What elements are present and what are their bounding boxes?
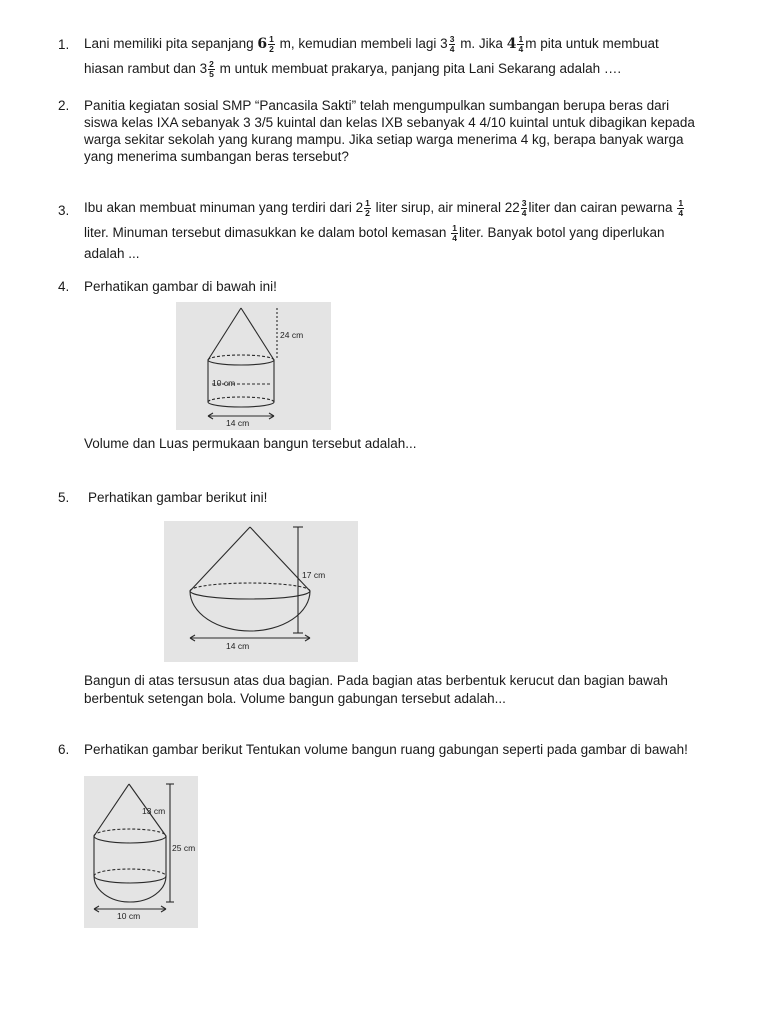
- question-text: Lani memiliki pita sepanjang: [84, 36, 254, 52]
- question-text: liter sirup, air mineral 22: [375, 200, 520, 216]
- question-3-line-1: [84, 199, 685, 218]
- fraction: $\frac{1}{2}$: [269, 34, 274, 54]
- question-text: warga sekitar sekolah yang kurang mampu. Jika setiap warga menerima 4 kg, berapa banyak warga: [84, 132, 684, 147]
- question-number: 2.: [58, 98, 70, 113]
- fraction: $\frac{3}{4}$: [521, 198, 527, 218]
- fraction: $\frac{1}{2}$: [365, 198, 370, 218]
- figure-cone-on-cylinder: [176, 302, 331, 430]
- question-text: Ibu akan membuat minuman yang terdiri dari 2: [84, 200, 364, 216]
- question-text: m. Jika: [460, 36, 503, 52]
- question-text: m, kemudian membeli lagi 3: [279, 36, 448, 52]
- question-text: Perhatikan gambar berikut Tentukan volume bangun ruang gabungan seperti pada gambar di bawah!: [84, 742, 688, 757]
- fraction: $\frac{1}{4}$: [678, 198, 684, 218]
- height-label: 25 cm: [172, 843, 196, 853]
- question-text: Volume dan Luas permukaan bangun tersebut adalah...: [84, 436, 417, 451]
- question-text: berbentuk setengan bola. Volume bangun gabungan tersebut adalah...: [84, 691, 506, 706]
- question-number: 3.: [58, 203, 70, 218]
- height-label: 17 cm: [302, 570, 326, 580]
- question-text: liter dan cairan pewarna: [528, 200, 673, 216]
- question-number: 5.: [58, 490, 70, 505]
- fraction: $\frac{1}{4}$: [452, 223, 457, 243]
- question-text: adalah ...: [84, 246, 140, 261]
- question-number: 1.: [58, 37, 70, 52]
- slant-label: 13 cm: [142, 806, 166, 816]
- figure-cone-cylinder-hemisphere: [84, 776, 198, 928]
- fraction: $\frac{1}{4}$: [518, 34, 524, 54]
- question-text: liter. Minuman tersebut dimasukkan ke dalam botol kemasan: [84, 225, 447, 241]
- question-text: liter. Banyak botol yang diperlukan: [458, 225, 665, 241]
- diameter-label: 14 cm: [226, 641, 250, 651]
- question-text: Bangun di atas tersusun atas dua bagian. Pada bagian atas berbentuk kerucut dan bagian bawah: [84, 673, 668, 688]
- radius-label: 10 cm: [212, 378, 236, 388]
- diameter-label: 10 cm: [117, 911, 141, 921]
- question-text: Panitia kegiatan sosial SMP “Pancasila Sakti” telah mengumpulkan sumbangan berupa beras dari: [84, 98, 670, 113]
- question-text: Perhatikan gambar di bawah ini!: [84, 279, 277, 294]
- diameter-label: 14 cm: [226, 418, 250, 428]
- mixed-whole: 4: [506, 36, 517, 53]
- figure-cone-on-hemisphere: [164, 521, 358, 662]
- question-3-line-2: [84, 224, 665, 243]
- question-1-line-1: [84, 35, 659, 54]
- question-text: m untuk membuat prakarya, panjang pita Lani Sekarang adalah ….: [219, 61, 622, 77]
- question-text: m pita untuk membuat: [525, 36, 659, 52]
- question-number: 6.: [58, 742, 70, 757]
- height-label: 24 cm: [280, 330, 304, 340]
- fraction: $\frac{3}{4}$: [449, 34, 455, 54]
- question-text: Perhatikan gambar berikut ini!: [88, 490, 268, 505]
- question-number: 4.: [58, 279, 70, 294]
- mixed-whole: 6: [257, 36, 268, 53]
- question-text: hiasan rambut dan 3: [84, 61, 208, 77]
- question-text: siswa kelas IXA sebanyak 3 3/5 kuintal dan kelas IXB sebanyak 4 4/10 kuintal untuk dibagikan kepada: [84, 115, 695, 130]
- question-text: yang menerima sumbangan beras tersebut?: [84, 149, 349, 164]
- question-1-line-2: [84, 60, 621, 79]
- fraction: $\frac{2}{5}$: [209, 59, 214, 79]
